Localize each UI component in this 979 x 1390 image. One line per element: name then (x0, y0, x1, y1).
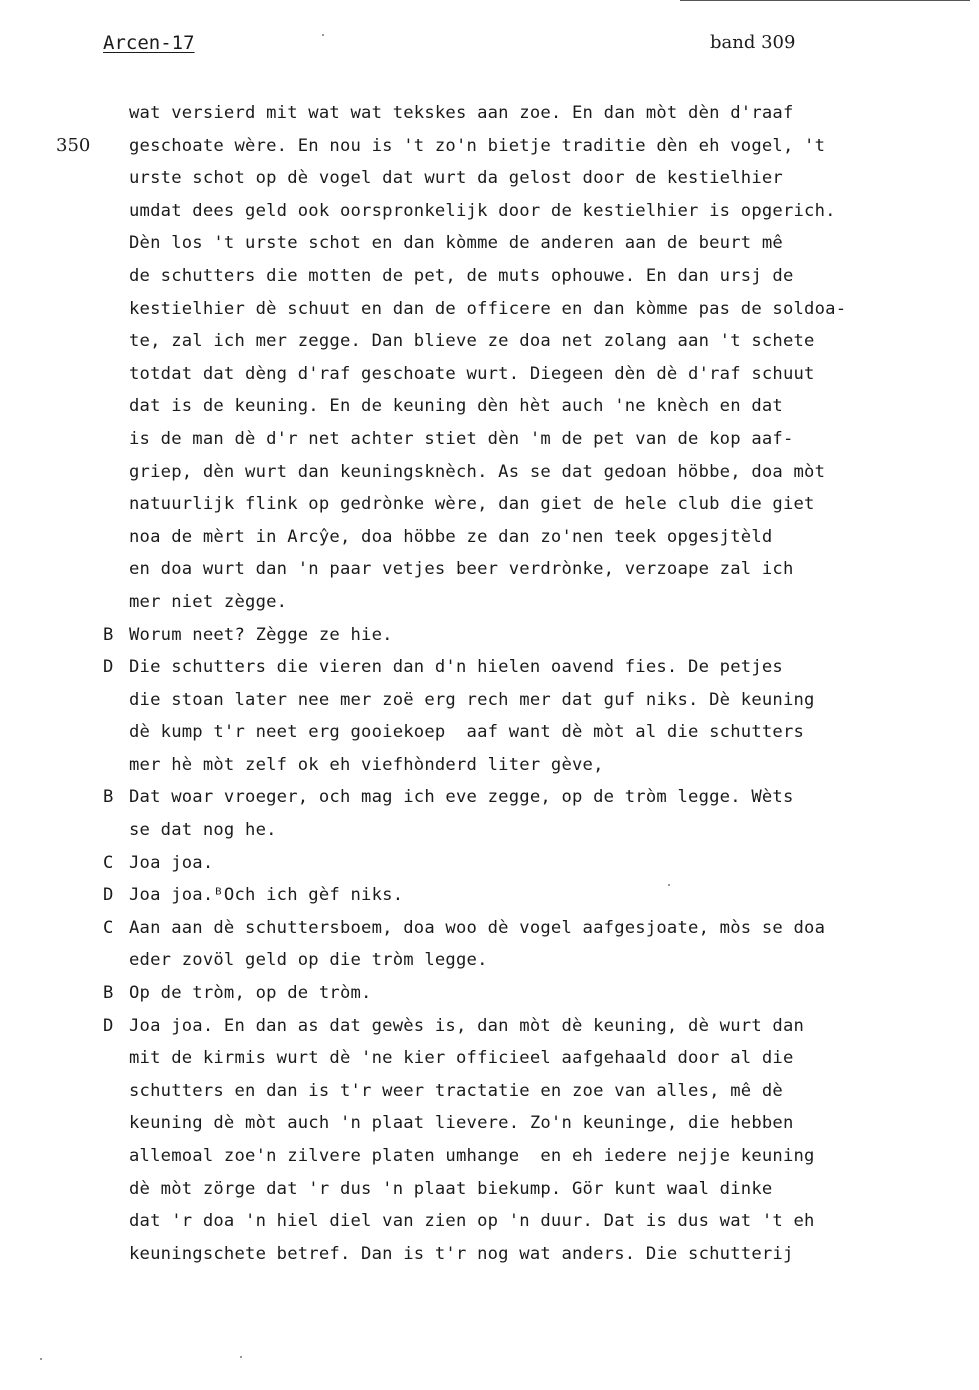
line-text: mer niet zègge. (129, 591, 288, 612)
transcript-line (103, 977, 973, 1010)
transcript-line (103, 912, 973, 945)
line-text: Dat woar vroeger, och mag ich eve zegge, op de tròm legge. Wèts (129, 787, 794, 808)
line-text: mer hè mòt zelf ok eh viefhònderd liter gève, (129, 754, 604, 775)
transcript-line (103, 130, 973, 163)
transcript-line (103, 521, 973, 554)
line-text: kestielhier dè schuut en dan de officere en dan kòmme pas de soldoa- (129, 298, 847, 319)
line-text: is de man dè d'r net achter stiet dèn 'm de pet van de kop aaf- (129, 428, 794, 449)
line-text: totdat dat dèng d'raf geschoate wurt. Diegeen dèn dè d'raf schuut (129, 363, 815, 384)
line-text: se dat nog he. (129, 820, 277, 841)
transcript-line (103, 1205, 973, 1238)
line-text: noa de mèrt in Arcŷe, doa höbbe ze dan zo'nen teek opgesjtèld (129, 526, 773, 547)
speaker-label: B (103, 624, 114, 645)
scan-speck (668, 884, 670, 886)
tape-band-label: band 309 (710, 32, 796, 53)
line-text: Op de tròm, op de tròm. (129, 983, 372, 1004)
transcript-line (103, 423, 973, 456)
transcript-line (103, 944, 973, 977)
transcript-line (103, 1075, 973, 1108)
margin-line-number: 350 (56, 135, 91, 156)
transcript-line (103, 227, 973, 260)
line-text: schutters en dan is t'r weer tractatie en zoe van alles, mê dè (129, 1080, 783, 1101)
line-text: Joa joa. (129, 852, 214, 873)
speaker-label: B (103, 983, 114, 1004)
transcript-line (103, 749, 973, 782)
line-text: Dèn los 't urste schot en dan kòmme de anderen aan de beurt mê (129, 233, 783, 254)
line-text: Aan aan dè schuttersboem, doa woo dè vogel aafgesjoate, mòs se doa (129, 917, 826, 938)
transcript-line (103, 879, 973, 912)
scan-speck (322, 34, 324, 36)
line-text: dat is de keuning. En de keuning dèn hèt auch 'ne knèch en dat (129, 396, 783, 417)
line-text: de schutters die motten de pet, de muts ophouwe. En dan ursj de (129, 265, 794, 286)
transcript-line (103, 814, 973, 847)
transcript-line (103, 97, 973, 130)
scan-speck (240, 1356, 242, 1358)
line-text: dat 'r doa 'n hiel diel van zien op 'n duur. Dat is dus wat 't eh (129, 1211, 815, 1232)
transcript-line (103, 1238, 973, 1271)
transcript-line (103, 162, 973, 195)
line-text: mit de kirmis wurt dè 'ne kier officieel aafgehaald door al die (129, 1048, 794, 1069)
speaker-label: C (103, 917, 114, 938)
scan-speck (40, 1358, 42, 1360)
line-text: Joa joa. En dan as dat gewès is, dan mòt dè keuning, dè wurt dan (129, 1015, 805, 1036)
transcript-line (103, 619, 973, 652)
line-text: eder zovöl geld op die tròm legge. (129, 950, 488, 971)
line-text: natuurlijk flink op gedrònke wère, dan giet de hele club die giet (129, 494, 815, 515)
line-text: umdat dees geld ook oorspronkelijk door de kestielhier is opgerich. (129, 200, 836, 221)
line-text: urste schot op dè vogel dat wurt da gelost door de kestielhier (129, 168, 783, 189)
speaker-label: D (103, 885, 114, 906)
transcript-line (103, 847, 973, 880)
line-text: wat versierd mit wat wat tekskes aan zoe. En dan mòt dèn d'raaf (129, 103, 794, 123)
line-text: keuningschete betref. Dan is t'r nog wat anders. Die schutterij (129, 1243, 794, 1264)
transcript-line (103, 586, 973, 619)
line-text: griep, dèn wurt dan keuningsknèch. As se dat gedoan höbbe, doa mòt (129, 461, 826, 482)
line-text: die stoan later nee mer zoë erg rech mer dat guf niks. Dè keuning (129, 689, 815, 710)
transcript-line (103, 716, 973, 749)
transcript-line (103, 456, 973, 489)
transcript-body (103, 97, 973, 1270)
transcript-line (103, 651, 973, 684)
transcript-line (103, 1042, 973, 1075)
line-text: en doa wurt dan 'n paar vetjes beer verdrònke, verzoape zal ich (129, 559, 794, 580)
line-text: keuning dè mòt auch 'n plaat lievere. Zo'n keuninge, die hebben (129, 1113, 794, 1134)
line-text: te, zal ich mer zegge. Dan blieve ze doa net zolang aan 't schete (129, 331, 815, 352)
transcript-line (103, 358, 973, 391)
speaker-label: C (103, 852, 114, 873)
transcript-line (103, 1173, 973, 1206)
transcript-line (103, 781, 973, 814)
speaker-label: B (103, 787, 114, 808)
transcript-line (103, 195, 973, 228)
transcript-line (103, 488, 973, 521)
transcript-line (103, 390, 973, 423)
speaker-label: D (103, 657, 114, 678)
transcript-line (103, 684, 973, 717)
line-text: Die schutters die vieren dan d'n hielen oavend fies. De petjes (129, 657, 783, 678)
transcript-line (103, 1107, 973, 1140)
line-text: geschoate wère. En nou is 't zo'n bietje traditie dèn eh vogel, 't (129, 135, 826, 156)
transcript-line (103, 1140, 973, 1173)
speaker-label: D (103, 1015, 114, 1036)
line-text: Worum neet? Zègge ze hie. (129, 624, 393, 645)
top-rule (680, 0, 970, 1)
transcript-line (103, 293, 973, 326)
line-text: dè kump t'r neet erg gooiekoep aaf want dè mòt al die schutters (129, 722, 805, 743)
transcript-line (103, 553, 973, 586)
line-text: allemoal zoe'n zilvere platen umhange en eh iedere nejje keuning (129, 1146, 815, 1166)
transcript-line (103, 325, 973, 358)
transcript-line (103, 260, 973, 293)
document-id: Arcen-17 (103, 32, 195, 54)
line-text: Joa joa.ᴮOch ich gèf niks. (129, 885, 404, 906)
line-text: dè mòt zörge dat 'r dus 'n plaat biekump. Gör kunt waal dinke (129, 1178, 773, 1199)
transcript-line (103, 1010, 973, 1043)
